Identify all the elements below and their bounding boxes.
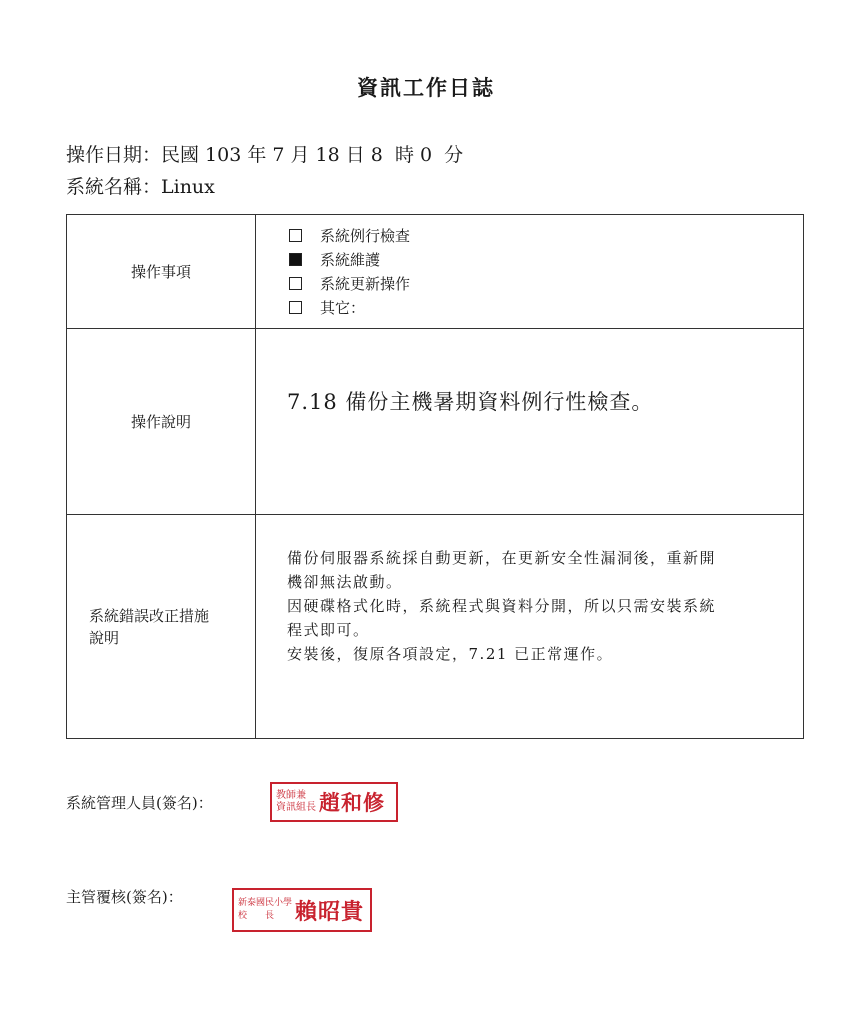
checklist-item-label: 系統更新操作 <box>320 275 411 293</box>
operation-desc-text: 7.18 備份主機暑期資料例行性檢查。 <box>287 390 654 414</box>
checklist-item-label: 其它： <box>320 299 366 317</box>
admin-signature-label: 系統管理人員(簽名)： <box>66 794 213 812</box>
error-fix-label-line: 系統錯誤改正措施 <box>89 606 210 625</box>
error-fix-line: 安裝後，復原各項設定，7.21 已正常運作。 <box>287 645 614 663</box>
error-fix-line: 機卻無法啟動。 <box>287 573 403 591</box>
checkbox-icon[interactable] <box>289 277 302 290</box>
stamp-title-line: 校 長 <box>238 911 275 921</box>
stamp-title-line: 資訊組長 <box>276 802 316 813</box>
system-name: 系統名稱：Linux <box>66 176 215 198</box>
admin-stamp-name: 趙和修 <box>319 790 385 815</box>
supervisor-stamp-name: 賴昭貴 <box>295 898 365 925</box>
stamp-title-line: 新泰國民小學 <box>238 898 293 908</box>
operation-desc-label: 操作說明 <box>67 329 256 515</box>
checklist-item-label: 系統維護 <box>320 251 381 269</box>
supervisor-seal-stamp <box>232 888 372 932</box>
supervisor-signature-label: 主管覆核(簽名)： <box>66 888 183 906</box>
operation-date: 操作日期：民國 103 年 7 月 18 日 8 時 0 分 <box>66 144 464 166</box>
admin-seal-stamp <box>270 782 398 822</box>
checkbox-checked-icon[interactable] <box>289 253 302 266</box>
error-fix-text <box>287 546 772 666</box>
table-row <box>67 515 804 739</box>
admin-stamp-title <box>276 790 316 814</box>
table-row <box>67 215 804 329</box>
checklist-item[interactable] <box>289 272 802 296</box>
stamp-title-line: 教師兼 <box>276 790 306 801</box>
error-fix-line: 備份伺服器系統採自動更新，在更新安全性漏洞後，重新開 <box>287 549 717 567</box>
checklist-item-label: 系統例行檢查 <box>320 227 411 245</box>
checklist-item[interactable] <box>289 224 802 248</box>
document-title: 資訊工作日誌 <box>357 76 495 100</box>
error-fix-label-line: 說明 <box>89 628 120 647</box>
work-log-table <box>66 214 804 739</box>
error-fix-line: 程式即可。 <box>287 621 370 639</box>
checklist-item[interactable] <box>289 248 802 272</box>
table-row <box>67 329 804 515</box>
operation-items-cell <box>256 215 804 329</box>
supervisor-stamp-title <box>238 897 292 923</box>
operation-checklist <box>257 224 802 320</box>
checkbox-icon[interactable] <box>289 229 302 242</box>
checklist-item[interactable] <box>289 296 802 320</box>
error-fix-line: 因硬碟格式化時，系統程式與資料分開，所以只需安裝系統 <box>287 597 717 615</box>
error-fix-label <box>67 515 256 739</box>
operation-desc-cell <box>256 329 804 515</box>
operation-items-label: 操作事項 <box>67 215 256 329</box>
checkbox-icon[interactable] <box>289 301 302 314</box>
error-fix-cell <box>256 515 804 739</box>
